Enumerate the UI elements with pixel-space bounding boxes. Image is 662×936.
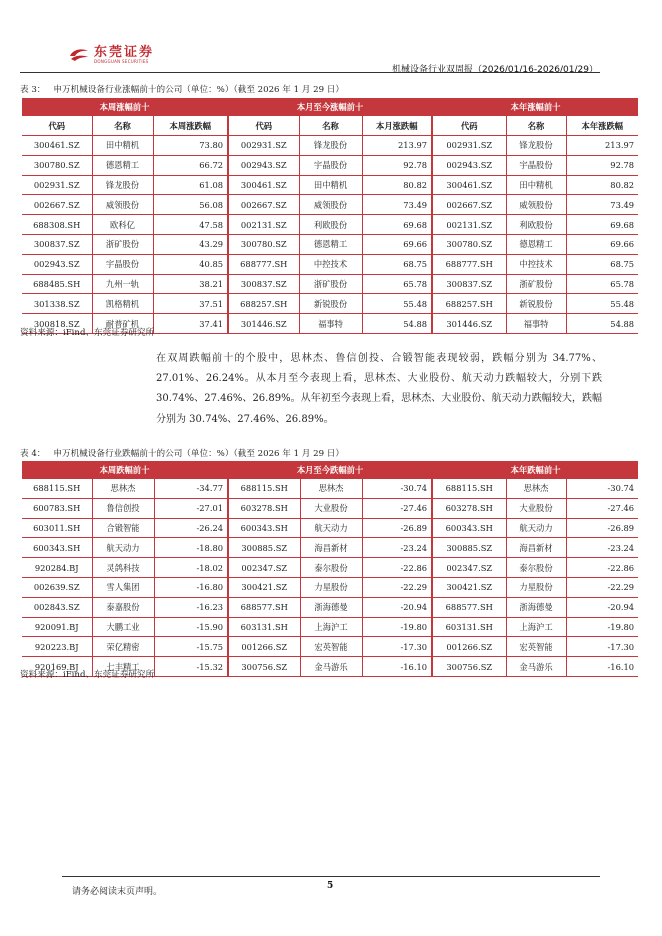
stock-code-cell: 300461.SZ [228, 175, 299, 195]
table-row [22, 617, 638, 637]
stock-name-cell: 泰嘉股份 [92, 597, 154, 617]
stock-code-cell: 301338.SZ [22, 294, 92, 314]
stock-code-cell: 603278.SH [228, 498, 300, 518]
stock-code-cell: 001266.SZ [228, 637, 300, 657]
stock-name-cell: 耐普矿机 [92, 314, 153, 334]
col-month-change: 本月涨跌幅 [362, 116, 432, 136]
stock-code-cell: 002347.SZ [432, 558, 506, 578]
table3-column-header [22, 116, 638, 136]
table4-caption-text: 申万机械设备行业跌幅前十的公司（单位：%）（截至 2026 年 1 月 29 日） [53, 449, 344, 459]
change-value-cell: -16.80 [154, 577, 228, 597]
stock-code-cell: 300837.SZ [228, 274, 299, 294]
change-value-cell: 73.49 [566, 195, 638, 215]
change-value-cell: 68.75 [362, 254, 432, 274]
change-value-cell: 69.68 [362, 215, 432, 235]
stock-code-cell: 300837.SZ [22, 234, 92, 254]
stock-name-cell: 泰尔股份 [300, 558, 362, 578]
stock-code-cell: 300756.SZ [228, 657, 300, 677]
table-row [22, 558, 638, 578]
change-value-cell: -30.74 [362, 479, 432, 498]
stock-code-cell: 603131.SH [432, 617, 506, 637]
change-value-cell: 43.29 [153, 234, 228, 254]
change-value-cell: -15.90 [154, 617, 228, 637]
footer-divider [62, 876, 600, 877]
stock-code-cell: 688577.SH [432, 597, 506, 617]
change-value-cell: 66.72 [153, 155, 228, 175]
stock-code-cell: 300818.SZ [22, 314, 92, 334]
stock-name-cell: 金马游乐 [506, 657, 566, 677]
stock-name-cell: 中控技术 [299, 254, 362, 274]
table4-group-header [22, 461, 638, 479]
change-value-cell: -16.23 [154, 597, 228, 617]
stock-code-cell: 603131.SH [228, 617, 300, 637]
stock-code-cell: 600343.SH [22, 538, 92, 558]
stock-name-cell: 宏英智能 [300, 637, 362, 657]
report-title: 机械设备行业双周报（2026/01/16-2026/01/29） [392, 65, 598, 75]
col-week-change: 本周涨跌幅 [153, 116, 228, 136]
change-value-cell: 37.51 [153, 294, 228, 314]
change-value-cell: -22.29 [566, 577, 638, 597]
change-value-cell: 92.78 [362, 155, 432, 175]
stock-name-cell: 利欧股份 [506, 215, 566, 235]
change-value-cell: -26.89 [566, 518, 638, 538]
stock-name-cell: 合锻智能 [92, 518, 154, 538]
change-value-cell: -19.80 [362, 617, 432, 637]
stock-name-cell: 思林杰 [506, 479, 566, 498]
table3-group-header [22, 98, 638, 116]
analysis-paragraph: 在双周跌幅前十的个股中，思林杰、鲁信创投、合锻智能表现较弱，跌幅分别为 34.77%、27.01%、26.24%。从本月至今表现上看，思林杰、大业股份、航天动力跌幅较大，分别下跌 30.74%、27.46%、26.89%。从年初至今表现上看，思林杰、大业股份、航天动力跌幅较大，跌幅分别为 30.74%、27.46%、26.89%。 [156, 353, 602, 425]
stock-name-cell: 大鹏工业 [92, 617, 154, 637]
stock-code-cell: 688115.SH [22, 479, 92, 498]
table4-losers [22, 461, 638, 677]
stock-name-cell: 锋龙股份 [506, 136, 566, 156]
stock-code-cell: 002667.SZ [22, 195, 92, 215]
stock-code-cell: 688257.SH [228, 294, 299, 314]
company-logo [68, 46, 154, 64]
stock-name-cell: 德恩精工 [299, 234, 362, 254]
table3-source: 资料来源：iFind、东莞证券研究所 [20, 328, 155, 338]
table-row [22, 136, 638, 156]
change-value-cell: -26.24 [154, 518, 228, 538]
stock-name-cell: 德恩精工 [92, 155, 153, 175]
stock-code-cell: 300837.SZ [432, 274, 506, 294]
stock-name-cell: 宇晶股份 [299, 155, 362, 175]
stock-name-cell: 福事特 [506, 314, 566, 334]
table-row [22, 518, 638, 538]
stock-name-cell: 力星股份 [506, 577, 566, 597]
table-row [22, 155, 638, 175]
stock-code-cell: 300421.SZ [432, 577, 506, 597]
table3-group-year: 本年涨幅前十 [432, 98, 638, 116]
stock-name-cell: 威领股份 [299, 195, 362, 215]
stock-code-cell: 002639.SZ [22, 577, 92, 597]
stock-code-cell: 002943.SZ [432, 155, 506, 175]
table3-caption-num: 表 3： [20, 85, 46, 95]
table-row [22, 577, 638, 597]
change-value-cell: -15.75 [154, 637, 228, 657]
change-value-cell: -18.80 [154, 538, 228, 558]
stock-code-cell: 300780.SZ [22, 155, 92, 175]
logo-en-text: DONGGUAN SECURITIES [94, 59, 149, 64]
stock-name-cell: 宇晶股份 [506, 155, 566, 175]
table-row [22, 498, 638, 518]
stock-name-cell: 凯格精机 [92, 294, 153, 314]
stock-name-cell: 雪人集团 [92, 577, 154, 597]
stock-code-cell: 688308.SH [22, 215, 92, 235]
stock-name-cell: 田中精机 [506, 175, 566, 195]
stock-name-cell: 锋龙股份 [299, 136, 362, 156]
table3-group-week: 本周涨幅前十 [22, 98, 228, 116]
change-value-cell: 65.78 [566, 274, 638, 294]
table-row [22, 215, 638, 235]
change-value-cell: -22.86 [362, 558, 432, 578]
stock-code-cell: 688485.SH [22, 274, 92, 294]
stock-name-cell: 上海沪工 [300, 617, 362, 637]
change-value-cell: -16.10 [566, 657, 638, 677]
stock-code-cell: 002667.SZ [228, 195, 299, 215]
stock-code-cell: 301446.SZ [228, 314, 299, 334]
stock-code-cell: 300461.SZ [22, 136, 92, 156]
change-value-cell: -19.80 [566, 617, 638, 637]
stock-name-cell: 新锐股份 [299, 294, 362, 314]
stock-code-cell: 600783.SH [22, 498, 92, 518]
change-value-cell: 61.08 [153, 175, 228, 195]
stock-name-cell: 航天动力 [506, 518, 566, 538]
change-value-cell: -18.02 [154, 558, 228, 578]
stock-code-cell: 920091.BJ [22, 617, 92, 637]
stock-code-cell: 603278.SH [432, 498, 506, 518]
change-value-cell: -16.10 [362, 657, 432, 677]
change-value-cell: 69.66 [362, 234, 432, 254]
table-row [22, 538, 638, 558]
stock-code-cell: 002131.SZ [228, 215, 299, 235]
change-value-cell: 38.21 [153, 274, 228, 294]
stock-name-cell: 利欧股份 [299, 215, 362, 235]
stock-code-cell: 301446.SZ [432, 314, 506, 334]
stock-name-cell: 锋龙股份 [92, 175, 153, 195]
stock-name-cell: 力星股份 [300, 577, 362, 597]
table4-group-month: 本月至今跌幅前十 [228, 461, 432, 479]
table-row [22, 254, 638, 274]
change-value-cell: 73.49 [362, 195, 432, 215]
change-value-cell: 65.78 [362, 274, 432, 294]
stock-code-cell: 002347.SZ [228, 558, 300, 578]
col-name: 名称 [92, 116, 153, 136]
stock-name-cell: 威领股份 [506, 195, 566, 215]
table4-group-week: 本周跌幅前十 [22, 461, 228, 479]
change-value-cell: -15.32 [154, 657, 228, 677]
table-row [22, 637, 638, 657]
change-value-cell: 213.97 [566, 136, 638, 156]
table4-caption [20, 447, 344, 459]
change-value-cell: 80.82 [362, 175, 432, 195]
stock-code-cell: 688777.SH [432, 254, 506, 274]
change-value-cell: 56.08 [153, 195, 228, 215]
stock-name-cell: 浙矿股份 [506, 274, 566, 294]
change-value-cell: -22.86 [566, 558, 638, 578]
table-row [22, 597, 638, 617]
change-value-cell: 55.48 [566, 294, 638, 314]
stock-name-cell: 宇晶股份 [92, 254, 153, 274]
col-code: 代码 [22, 116, 92, 136]
stock-name-cell: 新锐股份 [506, 294, 566, 314]
change-value-cell: -26.89 [362, 518, 432, 538]
stock-name-cell: 海昌新材 [300, 538, 362, 558]
stock-name-cell: 思林杰 [92, 479, 154, 498]
stock-name-cell: 浙矿股份 [92, 234, 153, 254]
stock-name-cell: 七丰精工 [92, 657, 154, 677]
page-number: 5 [327, 881, 334, 891]
change-value-cell: -17.30 [566, 637, 638, 657]
stock-code-cell: 001266.SZ [432, 637, 506, 657]
table4-group-year: 本年跌幅前十 [432, 461, 638, 479]
change-value-cell: 73.80 [153, 136, 228, 156]
stock-name-cell: 宏英智能 [506, 637, 566, 657]
change-value-cell: -27.46 [566, 498, 638, 518]
stock-code-cell: 002931.SZ [22, 175, 92, 195]
stock-name-cell: 田中精机 [299, 175, 362, 195]
stock-name-cell: 欧科亿 [92, 215, 153, 235]
logo-mark-icon [68, 47, 90, 63]
change-value-cell: -30.74 [566, 479, 638, 498]
stock-name-cell: 威领股份 [92, 195, 153, 215]
change-value-cell: 54.88 [566, 314, 638, 334]
stock-name-cell: 九州一轨 [92, 274, 153, 294]
stock-code-cell: 300461.SZ [432, 175, 506, 195]
stock-code-cell: 688257.SH [432, 294, 506, 314]
change-value-cell: 69.66 [566, 234, 638, 254]
header-divider [20, 72, 600, 73]
change-value-cell: -20.94 [566, 597, 638, 617]
table-row [22, 234, 638, 254]
stock-name-cell: 荣亿精密 [92, 637, 154, 657]
col-code: 代码 [228, 116, 299, 136]
stock-code-cell: 002843.SZ [22, 597, 92, 617]
col-year-change: 本年涨跌幅 [566, 116, 638, 136]
stock-code-cell: 603011.SH [22, 518, 92, 538]
stock-name-cell: 大业股份 [300, 498, 362, 518]
table4-source: 资料来源：iFind、东莞证券研究所 [20, 670, 155, 680]
stock-code-cell: 002931.SZ [228, 136, 299, 156]
stock-code-cell: 600343.SH [228, 518, 300, 538]
change-value-cell: 68.75 [566, 254, 638, 274]
stock-name-cell: 航天动力 [92, 538, 154, 558]
stock-code-cell: 300780.SZ [432, 234, 506, 254]
stock-name-cell: 中控技术 [506, 254, 566, 274]
stock-code-cell: 920169.BJ [22, 657, 92, 677]
table-row [22, 195, 638, 215]
col-name: 名称 [299, 116, 362, 136]
table-row [22, 479, 638, 498]
col-code: 代码 [432, 116, 506, 136]
stock-name-cell: 灵鸽科技 [92, 558, 154, 578]
stock-code-cell: 300421.SZ [228, 577, 300, 597]
table3-caption-text: 申万机械设备行业涨幅前十的公司（单位：%）（截至 2026 年 1 月 29 日） [53, 85, 344, 95]
change-value-cell: 80.82 [566, 175, 638, 195]
table4-caption-num: 表 4： [20, 449, 46, 459]
stock-code-cell: 300885.SZ [228, 538, 300, 558]
logo-cn-text: 东莞证券 [94, 45, 155, 60]
stock-name-cell: 鲁信创投 [92, 498, 154, 518]
table3-group-month: 本月至今涨幅前十 [228, 98, 432, 116]
stock-code-cell: 688777.SH [228, 254, 299, 274]
stock-code-cell: 300885.SZ [432, 538, 506, 558]
stock-name-cell: 金马游乐 [300, 657, 362, 677]
change-value-cell: -22.29 [362, 577, 432, 597]
change-value-cell: -34.77 [154, 479, 228, 498]
stock-code-cell: 920223.BJ [22, 637, 92, 657]
table-row [22, 175, 638, 195]
change-value-cell: 40.85 [153, 254, 228, 274]
change-value-cell: 55.48 [362, 294, 432, 314]
table-row [22, 274, 638, 294]
stock-name-cell: 上海沪工 [506, 617, 566, 637]
stock-name-cell: 浙海德曼 [300, 597, 362, 617]
stock-code-cell: 600343.SH [432, 518, 506, 538]
stock-name-cell: 泰尔股份 [506, 558, 566, 578]
stock-code-cell: 002667.SZ [432, 195, 506, 215]
stock-name-cell: 思林杰 [300, 479, 362, 498]
change-value-cell: -27.01 [154, 498, 228, 518]
table3-gainers [22, 98, 638, 334]
change-value-cell: 69.68 [566, 215, 638, 235]
stock-name-cell: 德恩精工 [506, 234, 566, 254]
stock-name-cell: 田中精机 [92, 136, 153, 156]
stock-name-cell: 浙海德曼 [506, 597, 566, 617]
change-value-cell: 213.97 [362, 136, 432, 156]
change-value-cell: -23.24 [362, 538, 432, 558]
stock-code-cell: 300780.SZ [228, 234, 299, 254]
stock-code-cell: 688577.SH [228, 597, 300, 617]
table3-caption [20, 83, 344, 95]
change-value-cell: -17.30 [362, 637, 432, 657]
stock-code-cell: 920284.BJ [22, 558, 92, 578]
stock-code-cell: 688115.SH [228, 479, 300, 498]
stock-code-cell: 002131.SZ [432, 215, 506, 235]
change-value-cell: 47.58 [153, 215, 228, 235]
change-value-cell: 54.88 [362, 314, 432, 334]
change-value-cell: 92.78 [566, 155, 638, 175]
stock-name-cell: 福事特 [299, 314, 362, 334]
stock-code-cell: 002943.SZ [228, 155, 299, 175]
stock-code-cell: 688115.SH [432, 479, 506, 498]
stock-code-cell: 002943.SZ [22, 254, 92, 274]
stock-code-cell: 300756.SZ [432, 657, 506, 677]
stock-name-cell: 浙矿股份 [299, 274, 362, 294]
stock-code-cell: 002931.SZ [432, 136, 506, 156]
stock-name-cell: 海昌新材 [506, 538, 566, 558]
change-value-cell: 37.41 [153, 314, 228, 334]
change-value-cell: -23.24 [566, 538, 638, 558]
stock-name-cell: 大业股份 [506, 498, 566, 518]
stock-name-cell: 航天动力 [300, 518, 362, 538]
change-value-cell: -20.94 [362, 597, 432, 617]
col-name: 名称 [506, 116, 566, 136]
change-value-cell: -27.46 [362, 498, 432, 518]
footer-disclaimer: 请务必阅读末页声明。 [72, 887, 163, 897]
table-row [22, 294, 638, 314]
